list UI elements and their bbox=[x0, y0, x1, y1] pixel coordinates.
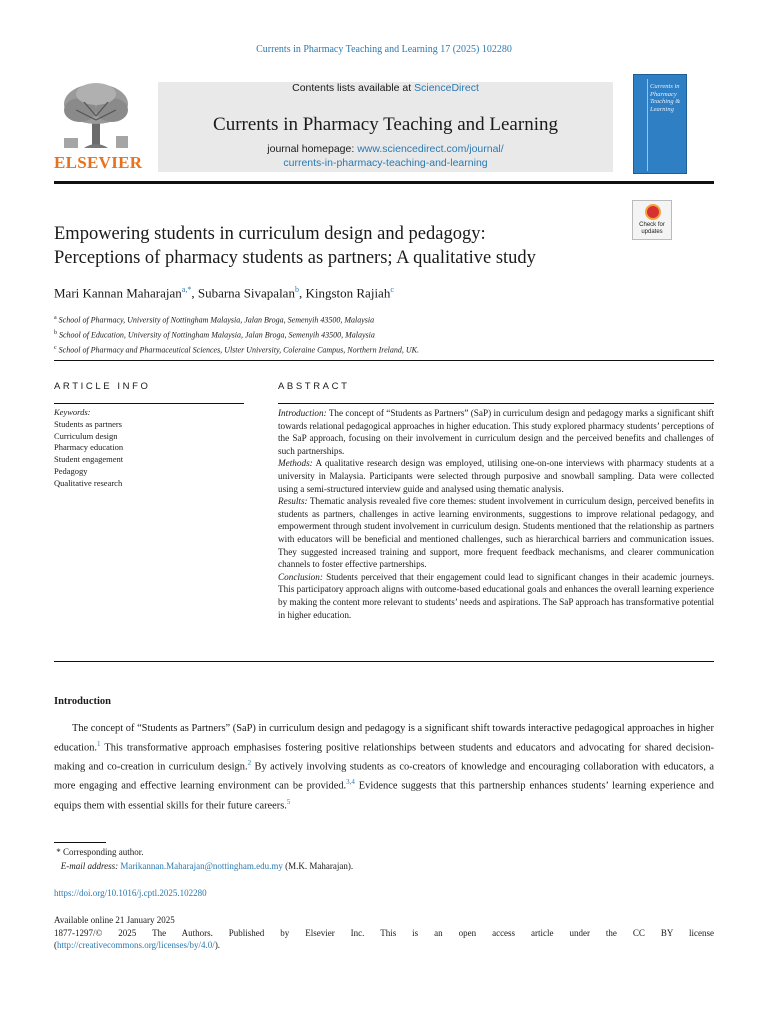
journal-reference-link[interactable]: Currents in Pharmacy Teaching and Learning 17 (2025) 102280 bbox=[256, 44, 512, 55]
footnote-rule bbox=[54, 842, 106, 843]
abstract-label: Introduction: bbox=[278, 408, 327, 418]
affiliation bbox=[54, 327, 419, 342]
cover-strip bbox=[637, 79, 648, 171]
author-mark[interactable]: b bbox=[294, 285, 299, 294]
journal-masthead bbox=[158, 82, 613, 172]
abstract-section bbox=[278, 495, 714, 571]
sciencedirect-link[interactable]: ScienceDirect bbox=[414, 82, 479, 94]
affiliation bbox=[54, 312, 419, 327]
author-name[interactable]: Kingston Rajiah bbox=[305, 285, 391, 301]
corresponding-text: Corresponding author. bbox=[63, 847, 144, 857]
author-name[interactable]: Subarna Sivapalan bbox=[197, 285, 295, 301]
keyword: Pedagogy bbox=[54, 465, 88, 476]
intro-text: Evidence suggests that this partnership enhances students’ learning experience and equips them with essential skills for their future careers. bbox=[54, 780, 714, 812]
keywords-label: Keywords: bbox=[54, 407, 91, 417]
contents-line bbox=[158, 82, 613, 94]
affiliation-text: School of Pharmacy, University of Nottingham Malaysia, Jalan Broga, Semenyih 43500, Malaysia bbox=[58, 315, 375, 325]
abstract-text: The concept of “Students as Partners” (SaP) in curriculum design and pedagogy marks a significant shift towards relational pedagogical approaches in higher education. This study explored pharmacy students’ perceptions of the SaP approach, focusing on their involvement in curriculum design and the perceived benefits and challenges of such partnerships. bbox=[278, 408, 714, 456]
keyword: Pharmacy education bbox=[54, 442, 124, 453]
abstract-label: Methods: bbox=[278, 458, 313, 469]
doi-link[interactable]: https://doi.org/10.1016/j.cptl.2025.102280 bbox=[54, 888, 207, 898]
affiliation bbox=[54, 342, 419, 357]
citation-link[interactable]: 1 bbox=[97, 739, 101, 748]
author-mark[interactable]: c bbox=[390, 285, 394, 294]
author-list: Mari Kannan Maharajan$^{a,*}$, Subarna Sivapalan$^b$, Kingston Rajiah$^c$ bbox=[54, 285, 394, 301]
publication-info bbox=[54, 914, 714, 952]
article-info-rule bbox=[54, 403, 244, 404]
abstract-body bbox=[278, 407, 714, 621]
email-label: E-mail address: bbox=[60, 860, 119, 871]
abstract-label: Conclusion: bbox=[278, 571, 323, 582]
affiliation-divider bbox=[54, 360, 714, 361]
homepage-link-line2[interactable]: currents-in-pharmacy-teaching-and-learning bbox=[283, 157, 488, 169]
abstract-text: Students perceived that their engagement could lead to significant changes in their academic journeys. This participatory approach aligns with outcome-based educational goals and enhances the overall learning experience by making the content more relevant to students’ needs and aspirations. The SaP approach has transformative potential in higher education. bbox=[278, 571, 715, 620]
elsevier-tree-icon bbox=[54, 80, 140, 152]
abstract-bottom-rule bbox=[54, 661, 714, 662]
journal-homepage bbox=[158, 142, 613, 170]
abstract-section bbox=[278, 407, 714, 457]
cover-title: Currents in Pharmacy Teaching & Learning bbox=[650, 83, 681, 113]
corresponding-author-note bbox=[54, 846, 353, 860]
keyword: Qualitative research bbox=[54, 477, 123, 488]
author-mark[interactable]: a,* bbox=[181, 285, 192, 294]
license-line-2: (http://creativecommons.org/licenses/by/4.0/). bbox=[54, 940, 221, 950]
keyword: Student engagement bbox=[54, 454, 124, 465]
abstract-rule bbox=[278, 403, 714, 404]
citation-link[interactable]: 3,4 bbox=[346, 778, 355, 787]
check-updates-icon bbox=[645, 204, 661, 220]
affiliations bbox=[54, 312, 419, 357]
keyword: Students as partners bbox=[54, 418, 122, 429]
citation-link[interactable]: 2 bbox=[247, 759, 252, 768]
abstract-text: A qualitative research design was employed, utilising one-on-one interviews with pharmacy students at a university in Malaysia. Participants were selected through purposive and snowball sampling. Data were collected using a semi-structured interview guide and analysed using thematic analysis. bbox=[278, 458, 714, 494]
email-suffix: (M.K. Maharajan). bbox=[285, 860, 354, 871]
journal-cover-thumbnail[interactable] bbox=[633, 74, 687, 174]
abstract-label: Results: bbox=[278, 496, 308, 507]
homepage-prefix: journal homepage: bbox=[267, 143, 355, 155]
license-line-1: 1877-1297/© 2025 The Authors. Published by Elsevier Inc. This is an open access article under the CC BY license bbox=[54, 927, 714, 938]
keywords-list bbox=[54, 407, 123, 490]
introduction-heading: Introduction bbox=[54, 696, 111, 707]
abstract-section bbox=[278, 457, 714, 495]
email-note bbox=[54, 860, 353, 874]
title-line-2: Perceptions of pharmacy students as partners; A qualitative study bbox=[54, 248, 536, 268]
elsevier-wordmark: ELSEVIER bbox=[54, 153, 143, 172]
elsevier-logo bbox=[54, 80, 143, 172]
license-link[interactable]: http://creativecommons.org/licenses/by/4.0/ bbox=[57, 940, 215, 950]
available-online: Available online 21 January 2025 bbox=[54, 915, 175, 925]
check-for-updates-button[interactable] bbox=[632, 200, 672, 240]
abstract-heading: ABSTRACT bbox=[278, 381, 350, 392]
email-link[interactable]: Marikannan.Maharajan@nottingham.edu.my bbox=[120, 860, 283, 871]
intro-text: The concept of “Students as Partners” (SaP) in curriculum design and pedagogy is a significant shift towards interactive pedagogical approaches in higher education. bbox=[54, 723, 714, 754]
keyword: Curriculum design bbox=[54, 430, 118, 441]
footnotes bbox=[54, 846, 353, 873]
affiliation-mark: c bbox=[54, 345, 57, 352]
contents-prefix: Contents lists available at bbox=[292, 82, 412, 94]
affiliation-text: School of Education, University of Nottingham Malaysia, Jalan Broga, Semenyih 43500, Malaysia bbox=[59, 330, 375, 340]
affiliation-mark: a bbox=[54, 315, 57, 321]
homepage-link-line1[interactable]: www.sciencedirect.com/journal/ bbox=[357, 143, 504, 155]
introduction-body bbox=[54, 722, 714, 814]
introduction-paragraph bbox=[54, 722, 714, 814]
header-divider bbox=[54, 181, 714, 184]
check-updates-label: Check for updates bbox=[639, 222, 665, 235]
abstract-section bbox=[278, 571, 714, 621]
footnote-mark: * bbox=[56, 847, 61, 857]
author-name[interactable]: Mari Kannan Maharajan bbox=[54, 285, 182, 301]
abstract-text: Thematic analysis revealed five core themes: student involvement in curriculum design, perceived benefits in students as partners, challenges in active learning environments, suggestions to improve relational pedagogy, and empowerment through student involvement in curriculum design. Students mentioned that the relationship as partners with educators will be beneficial and mentioned challenges, such as hierarchical barriers and communication issues. They suggested increased training and support, more frequent feedback mechanisms, and clearer communication channels to foster effective partnerships. bbox=[278, 496, 714, 570]
paper-title bbox=[54, 222, 624, 270]
article-info-heading: ARTICLE INFO bbox=[54, 381, 151, 392]
title-line-1: Empowering students in curriculum design and pedagogy: bbox=[54, 224, 486, 244]
citation-link[interactable]: 5 bbox=[286, 797, 291, 806]
intro-text: This transformative approach emphasises fostering positive relationships between students and educators and advocating for shared decision-making and co-creation in curriculum design. bbox=[54, 742, 714, 773]
journal-title: Currents in Pharmacy Teaching and Learning bbox=[213, 114, 558, 135]
affiliation-mark: b bbox=[54, 330, 57, 337]
affiliation-text: School of Pharmacy and Pharmaceutical Sciences, Ulster University, Coleraine Campus, Northern Ireland, UK. bbox=[58, 345, 419, 355]
intro-text: By actively involving students as co-creators of knowledge and encouraging collaboration with educators, a more engaging and effective learning environment can be provided. bbox=[54, 761, 715, 792]
